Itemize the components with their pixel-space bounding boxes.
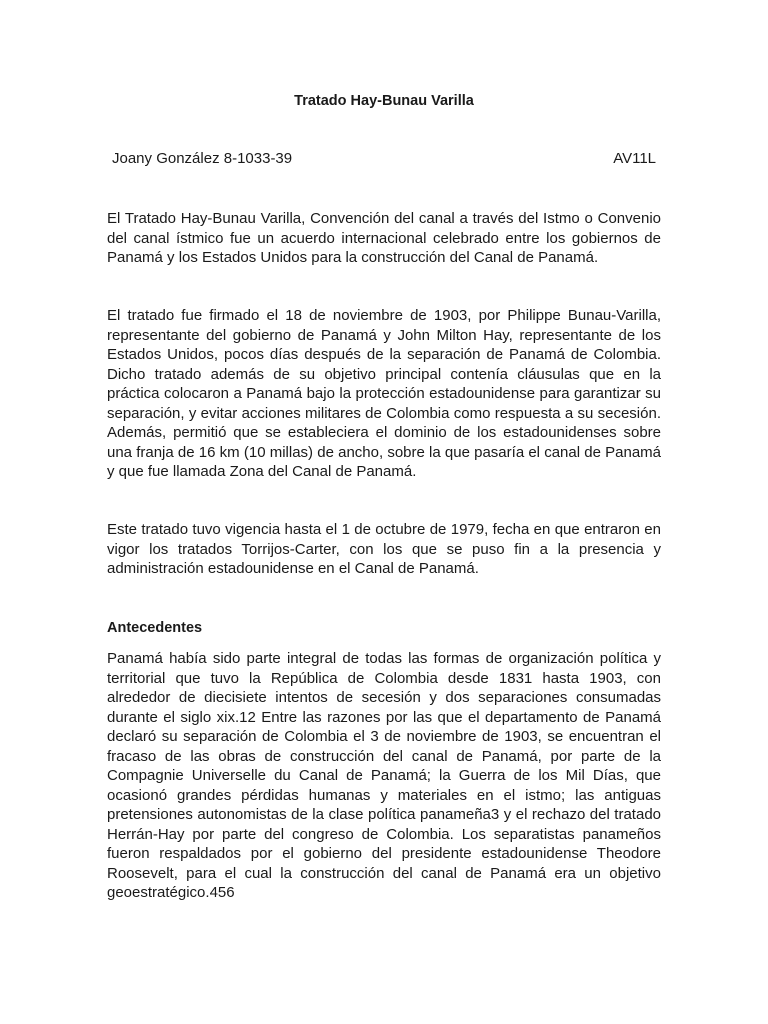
paragraph-validity: Este tratado tuvo vigencia hasta el 1 de octubre de 1979, fecha en que entraron en vigor los tratados Torrijos-Carter, con los que se puso fin a la presencia y administración estadounidense en el Canal de Panamá.	[107, 521, 661, 577]
section-heading-antecedentes: Antecedentes	[107, 620, 203, 636]
document-title: Tratado Hay-Bunau Varilla	[294, 93, 474, 109]
author-name: Joany González 8-1033-39	[112, 150, 293, 167]
paragraph-intro: El Tratado Hay-Bunau Varilla, Convención del canal a través del Istmo o Convenio del canal ístmico fue un acuerdo internacional celebrado entre los gobiernos de Panamá y los Estados Unidos para la construcción del Canal de Panamá.	[107, 210, 661, 266]
course-code: AV11L	[613, 150, 656, 167]
author-line	[112, 150, 656, 168]
paragraph-antecedentes: Panamá había sido parte integral de todas las formas de organización política y territorial que tuvo la República de Colombia desde 1831 hasta 1903, con alrededor de diecisiete intentos de secesión y dos separaciones consumadas durante el siglo xix.12 Entre las razones por las que el departamento de Panamá declaró su separación de Colombia el 3 de noviembre de 1903, se encuentran el fracaso de las obras de construcción del canal de Panamá, por parte de la Compagnie Universelle du Canal de Panamá; la Guerra de los Mil Días, que ocasionó grandes pérdidas humanas y materiales en el istmo; las antiguas pretensiones autonomistas de la clase política panameña3 y el rechazo del tratado Herrán-Hay por parte del congreso de Colombia. Los separatistas panameños fueron respaldados por el gobierno del presidente estadounidense Theodore Roosevelt, para el cual la construcción del canal de Panamá era un objetivo geoestratégico.456	[107, 650, 661, 901]
paragraph-signing: El tratado fue firmado el 18 de noviembre de 1903, por Philippe Bunau-Varilla, representante del gobierno de Panamá y John Milton Hay, representante de los Estados Unidos, pocos días después de la separación de Panamá de Colombia. Dicho tratado además de su objetivo principal contenía cláusulas que en la práctica colocaron a Panamá bajo la protección estadounidense para garantizar su separación, y evitar acciones militares de Colombia como respuesta a su secesión. Además, permitió que se estableciera el dominio de los estadounidenses sobre una franja de 16 km (10 millas) de ancho, sobre la que pasaría el canal de Panamá y que fue llamada Zona del Canal de Panamá.	[107, 307, 661, 480]
